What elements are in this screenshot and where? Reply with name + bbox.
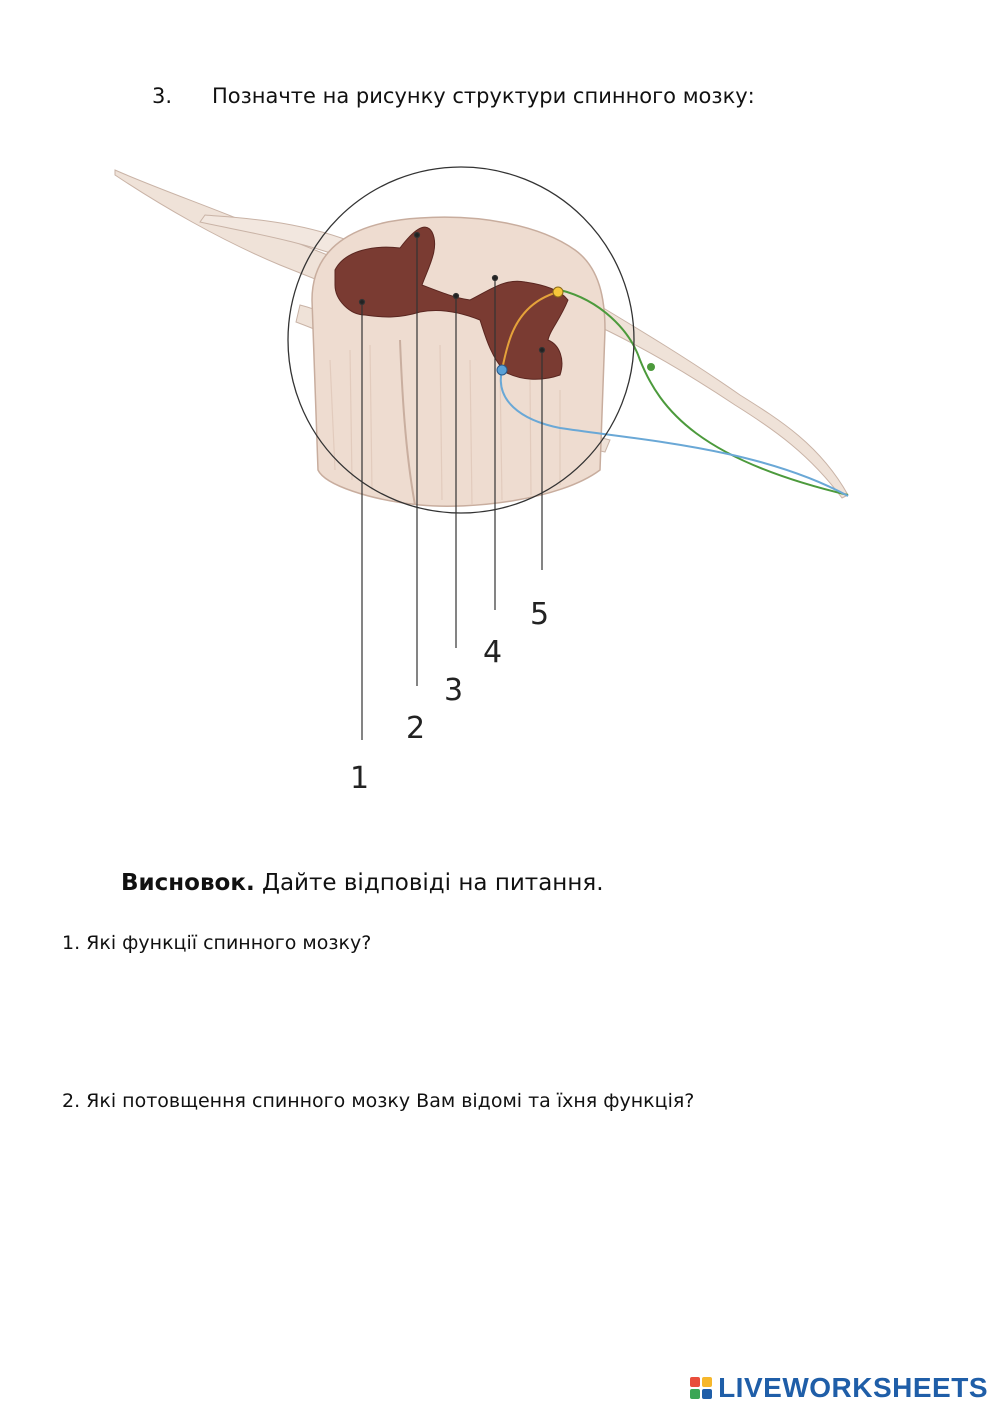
figure-label-3: 3 bbox=[444, 673, 464, 708]
conclusion-text: Дайте відповіді на питання. bbox=[254, 870, 604, 896]
logo-square-blue bbox=[702, 1389, 712, 1399]
logo-square-green bbox=[690, 1389, 700, 1399]
task-text: Позначте на рисунку структури спинного мозку: bbox=[212, 84, 755, 108]
figure-label-1: 1 bbox=[350, 761, 370, 796]
spinal-cord-figure bbox=[0, 150, 1000, 810]
logo-square-yellow bbox=[702, 1377, 712, 1387]
figure-label-4: 4 bbox=[483, 635, 503, 670]
figure-label-5: 5 bbox=[530, 597, 550, 632]
question-2: 2. Які потовщення спинного мозку Вам відомі та їхня функція? bbox=[62, 1090, 695, 1112]
conclusion-title: Висновок. bbox=[121, 870, 255, 896]
task-heading bbox=[152, 84, 755, 108]
question-1: 1. Які функції спинного мозку? bbox=[62, 932, 372, 954]
brand-text: LIVEWORKSHEETS bbox=[718, 1372, 988, 1403]
answer-field-1[interactable] bbox=[62, 965, 932, 1075]
liveworksheets-logo[interactable] bbox=[690, 1372, 988, 1404]
logo-square-red bbox=[690, 1377, 700, 1387]
conclusion-heading bbox=[121, 870, 604, 896]
answer-field-2[interactable] bbox=[62, 1125, 932, 1235]
task-number: 3. bbox=[152, 84, 173, 108]
figure-label-2: 2 bbox=[406, 711, 426, 746]
liveworksheets-icon bbox=[690, 1377, 712, 1399]
